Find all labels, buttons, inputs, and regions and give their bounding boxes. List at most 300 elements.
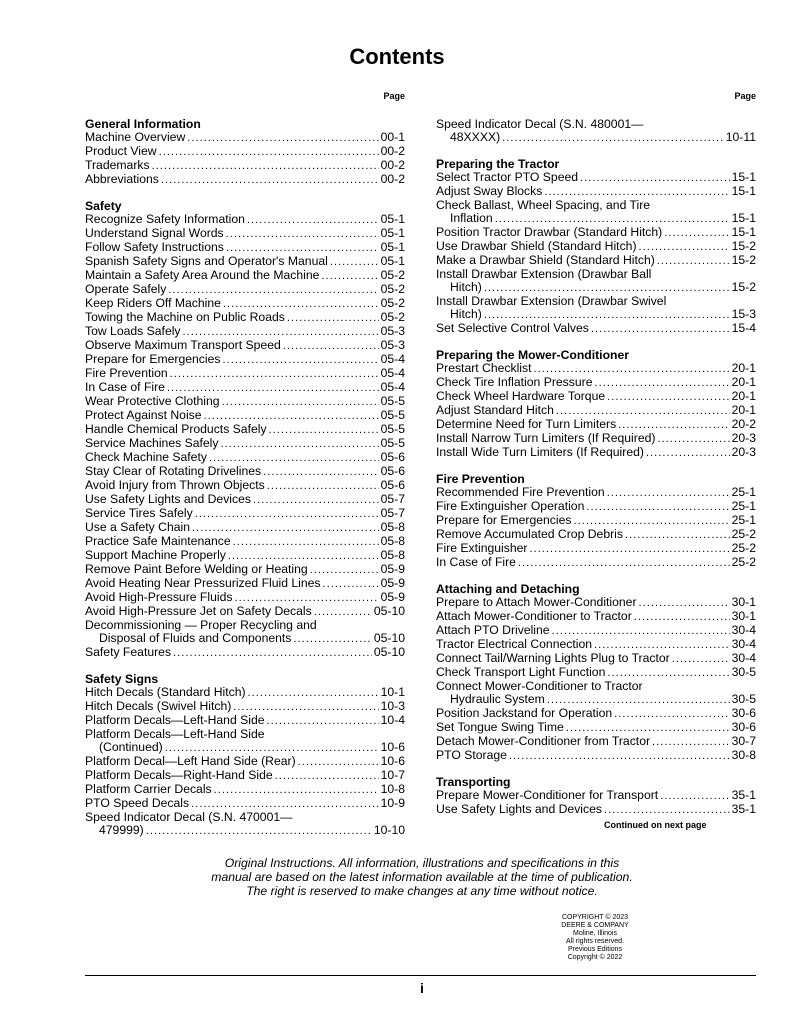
toc-entry-title: Prepare for Emergencies [436,513,572,527]
toc-entry[interactable] [85,632,405,646]
toc-entry[interactable] [85,577,405,591]
toc-entry-first-line: Connect Mower-Conditioner to Tractor [436,679,643,693]
toc-entry[interactable] [85,395,405,409]
toc-entry[interactable] [85,213,405,227]
toc-entry-page: 05-1 [380,254,405,268]
dot-leader [222,395,379,409]
dot-leader [293,632,371,646]
toc-entry-page: 05-1 [380,240,405,254]
toc-entry-title: Maintain a Safety Area Around the Machine [85,268,320,282]
toc-entry-title: Operate Safely [85,282,167,296]
toc-entry-page: 05-3 [380,324,405,338]
toc-entry-page: 05-4 [380,366,405,380]
dot-leader [152,159,379,173]
toc-entry[interactable] [85,755,405,769]
toc-entry[interactable] [85,409,405,423]
dot-leader [234,591,378,605]
dot-leader [634,610,730,624]
toc-entry-title: Platform Carrier Decals [85,782,212,796]
toc-entry-first-line: Decommissioning — Proper Recycling and [85,618,317,632]
toc-entry-title: Use Drawbar Shield (Standard Hitch) [436,239,637,253]
dot-leader [495,212,730,226]
dot-leader [253,493,379,507]
toc-entry-page: 05-2 [380,296,405,310]
toc-left-column [85,90,405,838]
toc-entry[interactable] [436,652,756,666]
dot-leader [657,432,729,446]
toc-entry-title: Use Safety Lights and Devices [85,492,251,506]
toc-entry-page: 00-2 [380,158,405,172]
toc-section [85,673,405,838]
dot-leader [209,451,379,465]
dot-leader [233,535,379,549]
dot-leader [161,173,379,187]
toc-entry-title: Understand Signal Words [85,226,224,240]
toc-entry-page: 25-2 [731,555,756,569]
toc-entry-title: Adjust Standard Hitch [436,403,554,417]
dot-leader [275,769,379,783]
dot-leader [183,325,379,339]
toc-entry[interactable] [436,404,756,418]
dot-leader [544,185,729,199]
dot-leader [646,446,730,460]
toc-entry-page: 35-1 [731,788,756,802]
toc-entry-page: 30-1 [731,609,756,623]
toc-entry-page: 05-9 [380,576,405,590]
dot-leader [484,308,730,322]
dot-leader [484,281,730,295]
toc-entry-page: 05-8 [380,534,405,548]
dot-leader [263,465,378,479]
notice-line: The right is reserved to make changes at any time without notice. [246,884,598,898]
dot-leader [226,241,379,255]
toc-entry-page: 05-10 [373,645,405,659]
toc-entry[interactable] [436,610,756,624]
dot-leader [529,542,729,556]
toc-entry-page: 25-2 [731,527,756,541]
toc-entry[interactable] [436,749,756,763]
dot-leader [310,563,379,577]
toc-entry-title: Prestart Checklist [436,361,532,375]
dot-leader [283,339,379,353]
toc-entry-title: Machine Overview [85,130,186,144]
toc-entry[interactable] [85,353,405,367]
toc-entry-page: 10-7 [380,768,405,782]
toc-entry[interactable] [436,171,756,185]
toc-entry-page: 10-11 [725,130,756,144]
notice-line: manual are based on the latest information available at the time of publication. [211,870,633,884]
toc-entry[interactable] [85,423,405,437]
toc-entry[interactable] [85,741,405,755]
toc-entry-page: 05-10 [373,604,405,618]
toc-entry-title: Disposal of Fluids and Components [99,631,292,645]
toc-entry-title: Platform Decal—Left Hand Side (Rear) [85,754,296,768]
toc-entry[interactable] [85,521,405,535]
toc-entry-page: 05-5 [380,436,405,450]
dot-leader [573,514,729,528]
toc-entry-page: 05-1 [380,226,405,240]
toc-entry-title: Select Tractor PTO Speed [436,170,579,184]
toc-entry[interactable] [436,803,756,817]
toc-right-column [436,90,756,817]
toc-entry-page: 20-3 [731,431,756,445]
dot-leader [247,213,379,227]
dot-leader [625,528,730,542]
section-title: Fire Prevention [436,472,525,486]
toc-entry-page: 30-6 [731,720,756,734]
toc-section [436,583,756,763]
toc-entry-title: Detach Mower-Conditioner from Tractor [436,734,651,748]
toc-entry-title: Recommended Fire Prevention [436,485,605,499]
dot-leader [607,486,730,500]
toc-entry-page: 15-1 [731,184,756,198]
toc-entry-title: Remove Accumulated Crop Debris [436,527,623,541]
toc-entry-first-line: Platform Decals—Left-Hand Side [85,727,265,741]
dot-leader [298,755,379,769]
dot-leader [639,596,730,610]
toc-entry[interactable] [436,212,756,226]
toc-entry-page: 15-4 [731,321,756,335]
toc-entry-title: Follow Safety Instructions [85,240,224,254]
toc-entry[interactable] [85,797,405,811]
toc-entry-title: Check Machine Safety [85,450,207,464]
section-title: Preparing the Tractor [436,157,560,171]
dot-leader [556,404,730,418]
copyright-line: All rights reserved. [566,938,624,945]
toc-entry-page: 05-10 [373,631,405,645]
toc-entry[interactable] [85,824,405,838]
toc-entry-page: 05-6 [380,450,405,464]
dot-leader [222,353,378,367]
toc-entry-page: 30-4 [731,623,756,637]
toc-entry[interactable] [436,721,756,735]
toc-entry-title: Inflation [450,211,493,225]
toc-entry[interactable] [436,735,756,749]
toc-entry-first-line: Install Drawbar Extension (Drawbar Swivel [436,294,667,308]
toc-entry[interactable] [85,783,405,797]
toc-entry-page: 05-5 [380,422,405,436]
toc-entry-page: 10-10 [373,823,405,837]
copyright-line: DEERE & COMPANY [561,922,629,929]
section-title: Safety [85,199,122,213]
toc-entry-title: Prepare to Attach Mower-Conditioner [436,595,637,609]
toc-entry[interactable] [436,596,756,610]
toc-entry[interactable] [436,707,756,721]
toc-entry-page: 25-1 [731,499,756,513]
toc-entry-page: 05-4 [380,352,405,366]
toc-entry-title: Set Selective Control Valves [436,321,589,335]
toc-entry-first-line: Check Ballast, Wheel Spacing, and Tire [436,198,651,212]
toc-entry-title: Recognize Safety Information [85,212,245,226]
dot-leader [518,556,730,570]
toc-entry-title: Hitch Decals (Standard Hitch) [85,685,246,699]
toc-entry-title: Adjust Sway Blocks [436,184,543,198]
toc-entry-page: 00-2 [380,172,405,186]
toc-entry-title: 479999) [99,823,144,837]
toc-entry[interactable] [85,591,405,605]
toc-entry-title: Avoid Heating Near Pressurized Fluid Lines [85,576,321,590]
toc-entry-first-line: Speed Indicator Decal (S.N. 480001— [436,117,644,131]
toc-entry-title: In Case of Fire [85,380,165,394]
toc-entry-page: 30-4 [731,651,756,665]
page-title: Contents [349,44,445,69]
toc-entry[interactable] [436,390,756,404]
toc-entry-page: 05-1 [380,212,405,226]
dot-leader [604,803,730,817]
dot-leader [269,423,379,437]
toc-entry[interactable] [436,362,756,376]
toc-entry-page: 20-1 [731,403,756,417]
dot-leader [187,131,378,145]
toc-entry-title: Hitch) [450,307,482,321]
toc-entry[interactable] [85,646,405,660]
toc-entry[interactable] [436,500,756,514]
toc-entry-page: 05-7 [380,506,405,520]
toc-entry-title: Safety Features [85,645,172,659]
toc-entry-page: 35-1 [731,802,756,816]
dot-leader [228,549,379,563]
toc-entry-page: 10-6 [380,740,405,754]
dot-leader [173,646,372,660]
toc-entry[interactable] [436,418,756,432]
toc-entry[interactable] [436,486,756,500]
dot-leader [323,577,379,591]
dot-leader [226,227,379,241]
toc-entry-page: 05-2 [380,268,405,282]
toc-entry[interactable] [436,666,756,680]
toc-entry-title: Practice Safe Maintenance [85,534,231,548]
footer-rule [85,975,756,976]
toc-entry-page: 30-6 [731,706,756,720]
toc-entry-title: Platform Decals—Right-Hand Side [85,768,273,782]
page-column-header: Page [734,91,756,101]
dot-leader [192,521,379,535]
dot-leader [223,297,379,311]
toc-entry-title: Keep Riders Off Machine [85,296,221,310]
toc-entry[interactable] [436,322,756,336]
toc-entry-page: 05-8 [380,548,405,562]
toc-entry-page: 05-8 [380,520,405,534]
toc-entry[interactable] [436,446,756,460]
toc-entry[interactable] [85,173,405,187]
toc-entry[interactable] [436,514,756,528]
toc-entry-page: 10-3 [380,699,405,713]
toc-entry-title: Hitch Decals (Swivel Hitch) [85,699,232,713]
toc-entry-page: 10-4 [380,713,405,727]
toc-section [85,200,405,660]
toc-entry-title: Tractor Electrical Connection [436,637,593,651]
toc-entry[interactable] [85,159,405,173]
toc-entry-page: 15-2 [731,239,756,253]
toc-entry[interactable] [436,556,756,570]
toc-entry-title: Protect Against Noise [85,408,202,422]
section-title: General Information [85,117,201,131]
dot-leader [146,824,372,838]
section-title: Attaching and Detaching [436,582,580,596]
toc-entry[interactable] [85,549,405,563]
toc-entry-title: Install Narrow Turn Limiters (If Required) [436,431,656,445]
toc-entry-title: PTO Storage [436,748,507,762]
toc-entry[interactable] [85,451,405,465]
toc-entry[interactable] [85,227,405,241]
toc-entry[interactable] [85,769,405,783]
toc-entry-title: Observe Maximum Transport Speed [85,338,281,352]
dot-leader [618,418,729,432]
toc-entry[interactable] [85,605,405,619]
toc-entry[interactable] [85,367,405,381]
toc-entry-title: Fire Extinguisher Operation [436,499,585,513]
dot-leader [204,409,379,423]
toc-entry[interactable] [85,311,405,325]
page-column-header: Page [383,91,405,101]
toc-entry-title: Product View [85,144,157,158]
dot-leader [547,693,730,707]
toc-entry[interactable] [436,240,756,254]
toc-section [436,118,756,145]
toc-entry-title: Position Jackstand for Operation [436,706,613,720]
toc-entry[interactable] [85,269,405,283]
toc-entry-page: 20-1 [731,375,756,389]
toc-entry-title: Remove Paint Before Welding or Heating [85,562,308,576]
toc-entry[interactable] [85,241,405,255]
toc-entry-title: Connect Tail/Warning Lights Plug to Tractor [436,651,670,665]
toc-entry-title: Trademarks [85,158,150,172]
toc-entry[interactable] [436,789,756,803]
toc-entry[interactable] [436,308,756,322]
copyright-line: Moline, Illinois [573,930,617,937]
toc-entry[interactable] [85,563,405,577]
toc-entry-title: Avoid High-Pressure Fluids [85,590,233,604]
toc-entry-page: 25-1 [731,485,756,499]
dot-leader [594,376,729,390]
toc-entry[interactable] [85,145,405,159]
toc-section [436,349,756,460]
toc-entry[interactable] [85,283,405,297]
toc-entry-page: 20-1 [731,389,756,403]
toc-entry-title: Towing the Machine on Public Roads [85,310,285,324]
toc-entry[interactable] [85,479,405,493]
continued-note: Continued on next page [604,820,707,830]
page-number: i [420,980,424,996]
toc-entry[interactable] [85,297,405,311]
toc-entry-title: Attach Mower-Conditioner to Tractor [436,609,632,623]
dot-leader [168,283,378,297]
toc-entry-title: Attach PTO Driveline [436,623,550,637]
toc-entry[interactable] [436,131,756,145]
dot-leader [195,507,379,521]
toc-entry[interactable] [436,432,756,446]
toc-entry[interactable] [436,281,756,295]
toc-entry[interactable] [85,714,405,728]
toc-entry-title: Wear Protective Clothing [85,394,220,408]
toc-entry-title: Spanish Safety Signs and Operator's Manual [85,254,328,268]
copyright-line: COPYRIGHT © 2023 [561,914,629,921]
dot-leader [314,605,372,619]
dot-leader [552,624,730,638]
toc-entry-title: Fire Prevention [85,366,168,380]
toc-entry[interactable] [85,131,405,145]
dot-leader [534,362,730,376]
dot-leader [167,381,379,395]
dot-leader [502,131,724,145]
dot-leader [660,789,729,803]
toc-entry-page: 30-5 [731,665,756,679]
toc-entry[interactable] [436,624,756,638]
toc-entry-page: 15-2 [731,280,756,294]
toc-entry[interactable] [436,254,756,268]
section-title: Safety Signs [85,672,159,686]
toc-entry[interactable] [436,226,756,240]
toc-entry-title: Tow Loads Safely [85,324,181,338]
toc-entry-page: 10-8 [380,782,405,796]
toc-entry[interactable] [85,325,405,339]
dot-leader [170,367,379,381]
toc-entry-title: Stay Clear of Rotating Drivelines [85,464,262,478]
toc-entry[interactable] [85,686,405,700]
toc-entry-page: 05-6 [380,464,405,478]
toc-entry-page: 05-4 [380,380,405,394]
toc-entry[interactable] [85,465,405,479]
toc-entry-title: PTO Speed Decals [85,796,190,810]
dot-leader [657,254,730,268]
toc-entry-page: 05-6 [380,478,405,492]
dot-leader [159,145,379,159]
toc-entry[interactable] [85,381,405,395]
toc-entry[interactable] [436,542,756,556]
toc-section [436,776,756,817]
dot-leader [607,390,729,404]
toc-entry[interactable] [85,339,405,353]
toc-entry[interactable] [85,507,405,521]
toc-entry[interactable] [85,437,405,451]
toc-entry[interactable] [436,376,756,390]
toc-entry-page: 15-2 [731,253,756,267]
notice-line: Original Instructions. All information, illustrations and specifications in this [224,856,620,870]
toc-entry[interactable] [436,693,756,707]
dot-leader [233,700,378,714]
toc-entry-title: Check Wheel Hardware Torque [436,389,606,403]
toc-entry-title: Platform Decals—Left-Hand Side [85,713,265,727]
toc-entry-page: 10-1 [380,685,405,699]
toc-entry[interactable] [85,535,405,549]
toc-entry-title: (Continued) [99,740,163,754]
toc-entry[interactable] [436,638,756,652]
toc-entry[interactable] [436,185,756,199]
toc-entry-first-line: Speed Indicator Decal (S.N. 470001— [85,810,293,824]
toc-entry-page: 05-5 [380,408,405,422]
dot-leader [220,437,378,451]
toc-entry[interactable] [85,493,405,507]
toc-entry-page: 00-1 [380,130,405,144]
toc-entry-title: Prepare Mower-Conditioner for Transport [436,788,659,802]
toc-entry-page: 20-2 [731,417,756,431]
toc-entry-page: 05-5 [380,394,405,408]
toc-entry[interactable] [85,700,405,714]
toc-entry-page: 30-5 [731,692,756,706]
toc-entry-title: Check Tire Inflation Pressure [436,375,593,389]
toc-entry[interactable] [436,528,756,542]
toc-entry[interactable] [85,255,405,269]
toc-entry-title: Set Tongue Swing Time [436,720,564,734]
dot-leader [267,479,379,493]
toc-entry-title: Hydraulic System [450,692,545,706]
dot-leader [287,311,379,325]
toc-entry-title: 48XXXX) [450,130,501,144]
toc-entry-page: 05-3 [380,338,405,352]
toc-entry-title: Service Tires Safely [85,506,193,520]
section-title: Preparing the Mower-Conditioner [436,348,629,362]
toc-entry-title: Determine Need for Turn Limiters [436,417,617,431]
